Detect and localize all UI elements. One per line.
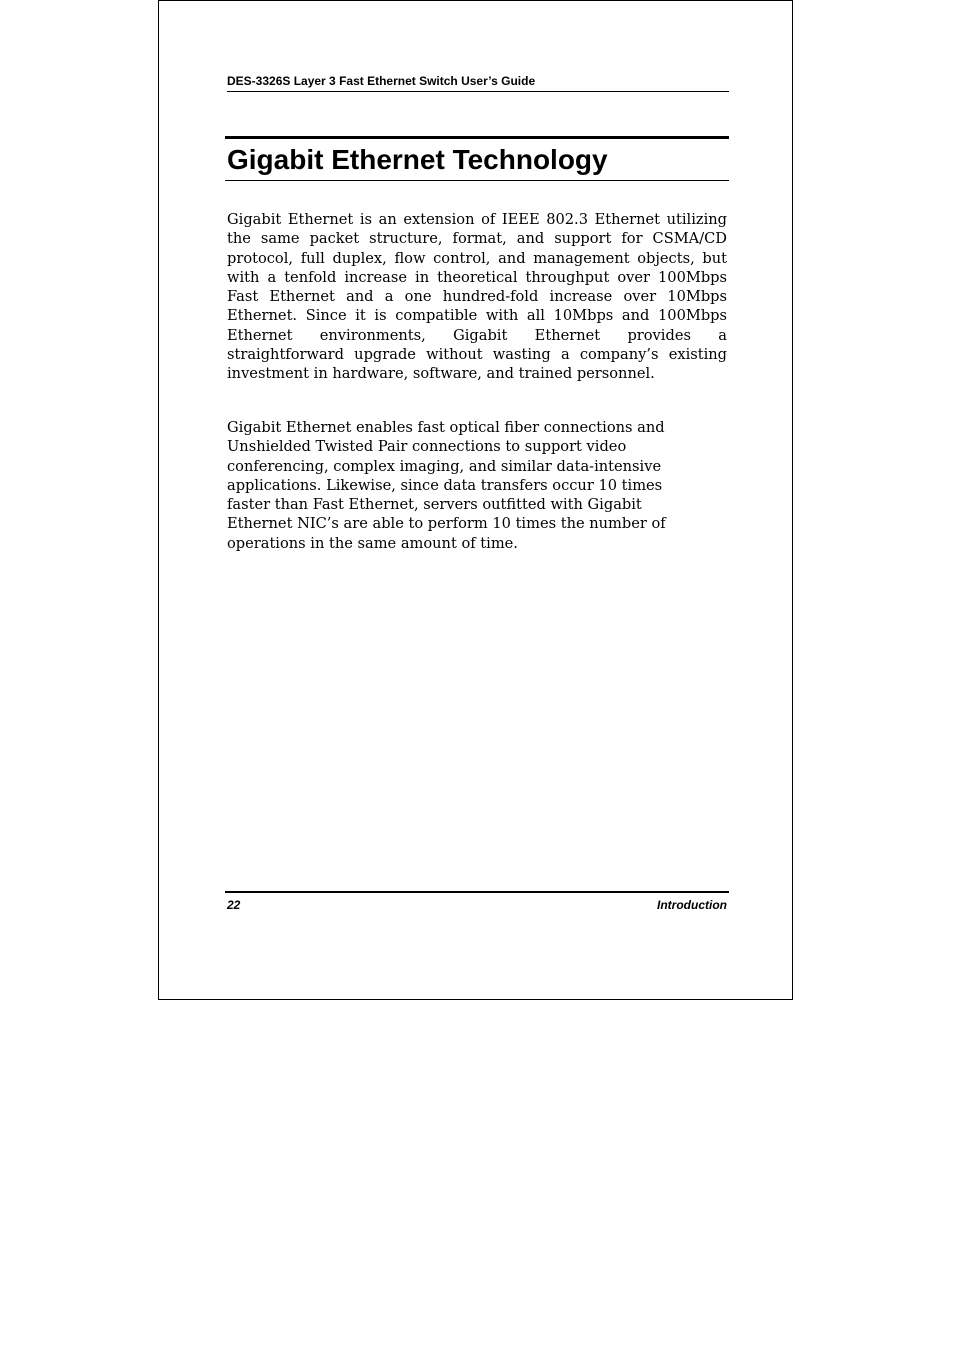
body-paragraph-2: Gigabit Ethernet enables fast optical fiber connections and Unshielded Twisted Pair connections to support video conferencing, complex imaging, and similar data-intensive applications. Likewise, since data transfers occur 10 times faster than Fast Ethernet, servers outfitted with Gigabit Ethernet NIC’s are able to perform 10 times the number of operations in the same amount of time. — [227, 419, 666, 552]
page-footer — [227, 898, 727, 913]
body-paragraph-1: Gigabit Ethernet is an extension of IEEE 802.3 Ethernet utilizing the same packet structure, format, and support for CSMA/CD protocol, full duplex, flow control, and management objects, but with a tenfold increase in theoretical throughput over 100Mbps Fast Ethernet and a one hundred-fold increase over 10Mbps Ethernet. Since it is compatible with all 10Mbps and 100Mbps Ethernet environments, Gigabit Ethernet provides a straightforward upgrade without wasting a company’s existing investment in hardware, software, and trained personnel. — [227, 211, 727, 383]
running-header: DES-3326S Layer 3 Fast Ethernet Switch User’s Guide — [227, 74, 729, 92]
title-rule-top — [225, 136, 729, 139]
footer-rule — [225, 891, 729, 893]
section-name: Introduction — [657, 898, 727, 912]
page-number: 22 — [227, 898, 241, 912]
title-rule-bottom — [225, 180, 729, 181]
page-title: Gigabit Ethernet Technology — [227, 144, 608, 175]
